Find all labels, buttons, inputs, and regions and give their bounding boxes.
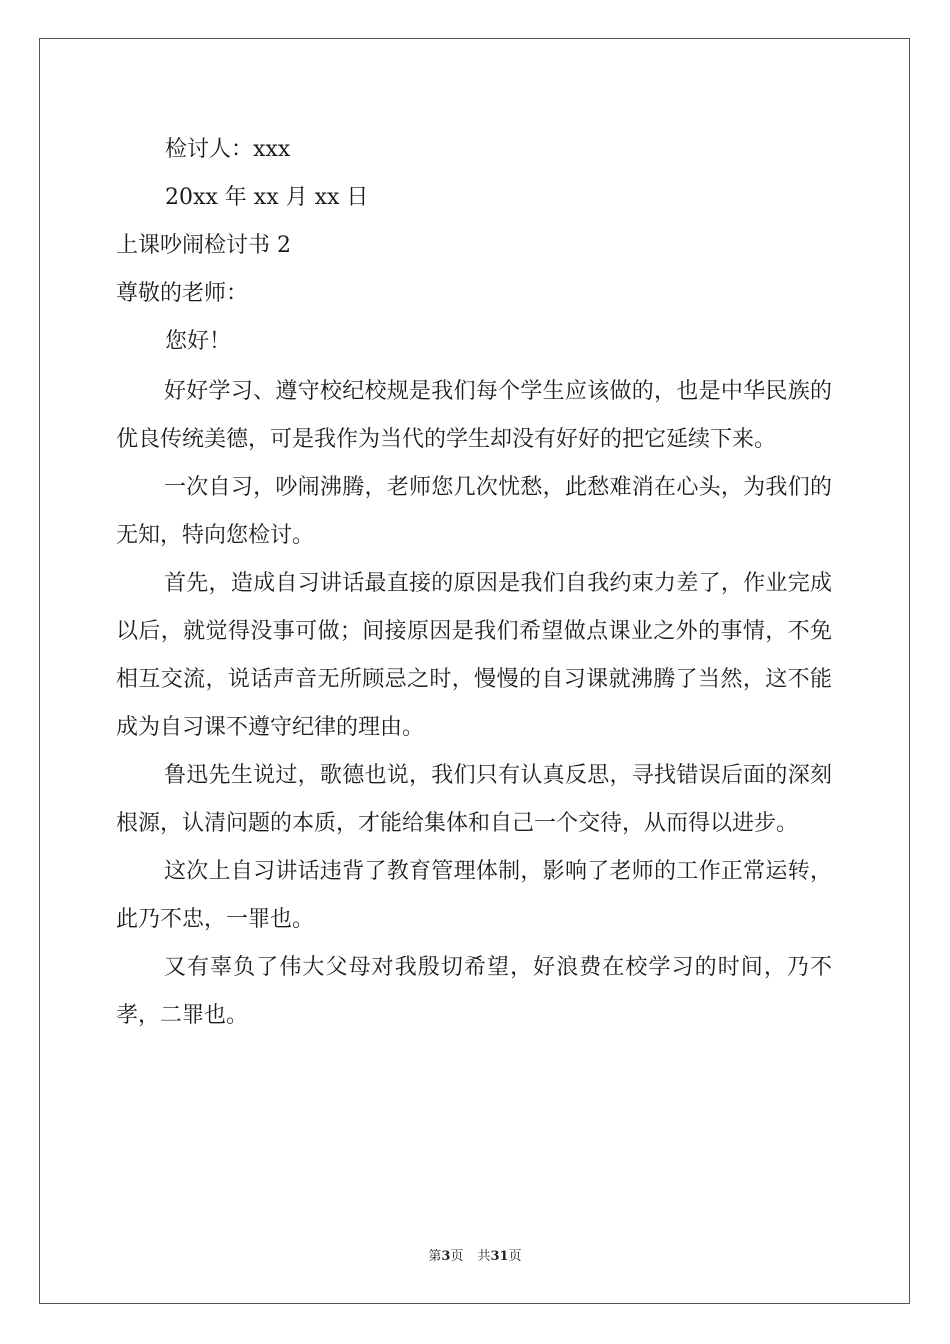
greeting: 您好！ <box>165 329 232 354</box>
total-suffix: 页 <box>508 1249 522 1264</box>
page-footer <box>0 1245 950 1264</box>
date-line: 20xx 年 xx 月 xx 日 <box>165 185 369 210</box>
page-suffix: 页 <box>450 1249 464 1264</box>
paragraph-1: 好好学习、遵守校纪校规是我们每个学生应该做的，也是中华民族的优良传统美德，可是我作为当代的学生却没有好好的把它延续下来。 <box>116 379 832 452</box>
paragraph-5: 这次上自习讲话违背了教育管理体制，影响了老师的工作正常运转，此乃不忠，一罪也。 <box>116 859 832 932</box>
paragraph-4: 鲁迅先生说过，歌德也说，我们只有认真反思，寻找错误后面的深刻根源，认清问题的本质，才能给集体和自己一个交待，从而得以进步。 <box>116 763 832 836</box>
page-number: 3 <box>441 1249 451 1264</box>
signer-line: 检讨人：xxx <box>165 137 291 162</box>
document-body <box>116 128 832 1040</box>
paragraph-2: 一次自习，吵闹沸腾，老师您几次忧愁，此愁难消在心头，为我们的无知，特向您检讨。 <box>116 475 832 548</box>
total-prefix: 共 <box>477 1249 491 1264</box>
paragraph-3: 首先，造成自习讲话最直接的原因是我们自我约束力差了，作业完成以后，就觉得没事可做；间接原因是我们希望做点课业之外的事情，不免相互交流，说话声音无所顾忌之时，慢慢的自习课就沸腾了当然，这不能成为自习课不遵守纪律的理由。 <box>116 571 832 740</box>
page-prefix: 第 <box>428 1249 442 1264</box>
section-title: 上课吵闹检讨书 2 <box>116 233 291 258</box>
salutation: 尊敬的老师： <box>116 281 249 306</box>
total-pages: 31 <box>490 1249 509 1264</box>
paragraph-6: 又有辜负了伟大父母对我殷切希望，好浪费在校学习的时间，乃不孝，二罪也。 <box>116 955 832 1028</box>
